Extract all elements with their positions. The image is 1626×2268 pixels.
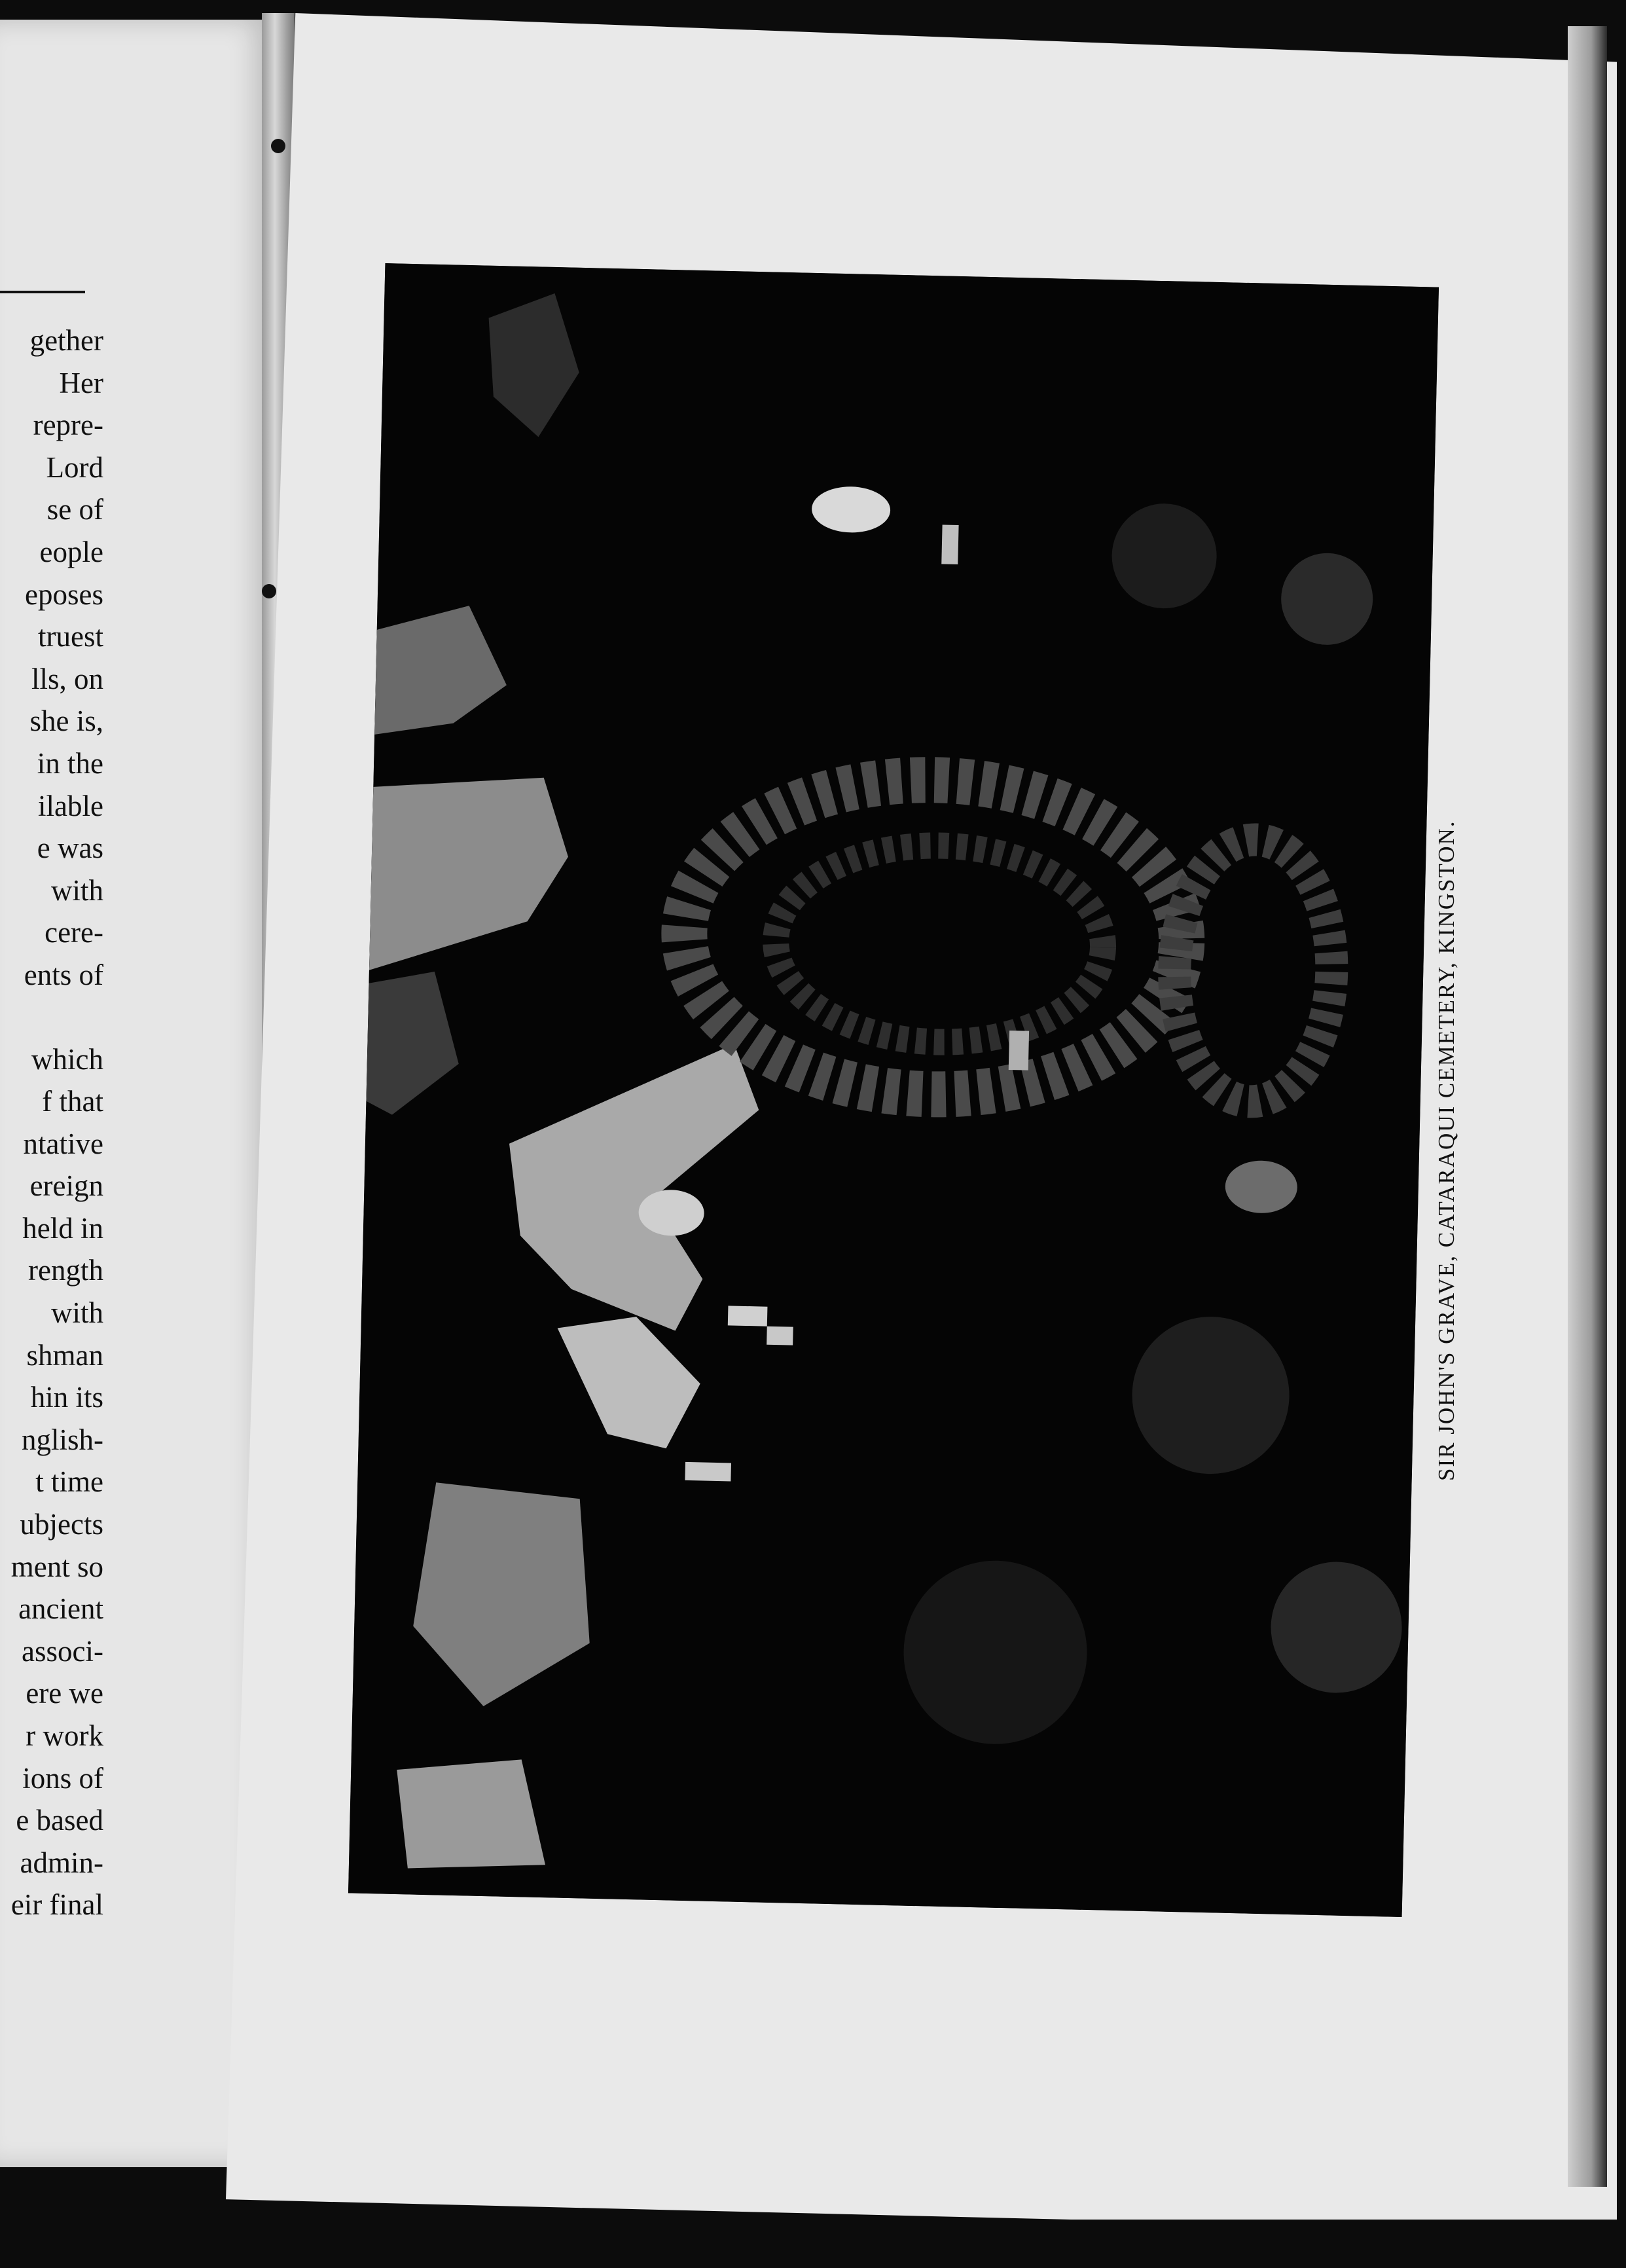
- text-line: ereign: [29, 1169, 103, 1203]
- text-line: lls, on: [31, 662, 103, 695]
- plate-caption: SIR JOHN'S GRAVE, CATARAQUI CEMETERY, KINGSTON.: [1434, 820, 1459, 1481]
- grave-photograph: [348, 263, 1439, 1917]
- text-line: r work: [26, 1719, 103, 1752]
- text-line: t time: [35, 1465, 103, 1499]
- text-line: she is,: [29, 704, 103, 738]
- text-line: ubjects: [20, 1508, 103, 1541]
- text-line: f that: [42, 1085, 103, 1118]
- left-page: [0, 20, 275, 2167]
- text-line: gether: [29, 324, 103, 357]
- text-line: rength: [28, 1254, 103, 1287]
- text-line: repre-: [33, 409, 103, 442]
- text-line: Her: [59, 366, 103, 399]
- section-rule: [0, 291, 85, 293]
- paragraph-gap: [0, 997, 103, 1038]
- text-line: hin its: [30, 1381, 103, 1414]
- left-page-text: [0, 320, 103, 1926]
- text-line: truest: [38, 620, 103, 653]
- text-line: eir final: [10, 1888, 103, 1922]
- text-line: cere-: [45, 916, 103, 949]
- binding-mark: [271, 139, 285, 153]
- binding-mark: [262, 584, 276, 598]
- text-line: e based: [16, 1804, 103, 1837]
- text-line: ntative: [23, 1127, 103, 1160]
- text-line: Lord: [46, 450, 103, 484]
- text-line: admin-: [20, 1846, 103, 1879]
- text-line: ilable: [38, 789, 103, 822]
- text-line: ions of: [22, 1761, 103, 1795]
- text-line: se of: [46, 493, 103, 526]
- text-line: held in: [22, 1211, 103, 1245]
- text-line: ment so: [10, 1550, 103, 1583]
- text-line: shman: [26, 1338, 103, 1372]
- text-line: which: [31, 1042, 103, 1076]
- background-bottom: [0, 2220, 1626, 2268]
- text-line: eople: [39, 535, 103, 568]
- photograph-plate: [348, 263, 1439, 1917]
- text-line: e was: [37, 832, 103, 865]
- text-line: ancient: [18, 1592, 103, 1626]
- text-line: associ-: [22, 1634, 103, 1668]
- text-line: nglish-: [21, 1423, 103, 1456]
- text-line: in the: [37, 746, 103, 780]
- text-line: ere we: [26, 1677, 103, 1710]
- text-line: with: [50, 1296, 103, 1330]
- text-line: with: [50, 873, 103, 907]
- text-line: ents of: [24, 958, 103, 991]
- page-edge: [1568, 26, 1607, 2187]
- text-line: eposes: [25, 577, 103, 611]
